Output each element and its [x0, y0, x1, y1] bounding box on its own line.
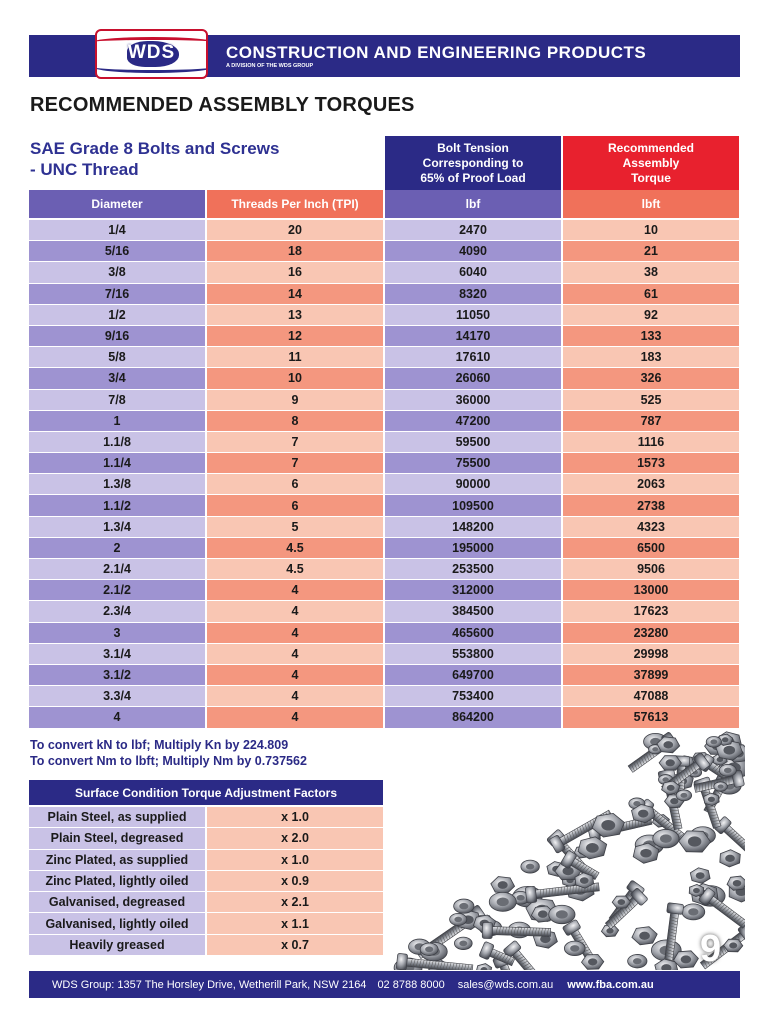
cell-tpi: 4 — [207, 580, 383, 600]
logo-text: WDS — [127, 42, 176, 63]
cell-lbft: 23280 — [563, 623, 739, 643]
cell-tpi: 7 — [207, 453, 383, 473]
cell-lbf: 753400 — [385, 686, 561, 706]
surface-row — [29, 892, 383, 913]
cell-lbf: 59500 — [385, 432, 561, 452]
header-assembly-torque: Recommended Assembly Torque — [563, 136, 739, 190]
cell-surface-condition: Zinc Plated, as supplied — [29, 850, 205, 870]
cell-diameter: 2.3/4 — [29, 601, 205, 621]
cell-diameter: 1/2 — [29, 305, 205, 325]
cell-lbf: 47200 — [385, 411, 561, 431]
cell-lbf: 384500 — [385, 601, 561, 621]
cell-tpi: 6 — [207, 495, 383, 515]
cell-diameter: 1.1/8 — [29, 432, 205, 452]
cell-tpi: 9 — [207, 390, 383, 410]
cell-diameter: 1 — [29, 411, 205, 431]
table-row — [29, 665, 740, 686]
cell-lbft: 2063 — [563, 474, 739, 494]
cell-lbft: 13000 — [563, 580, 739, 600]
cell-lbft: 1116 — [563, 432, 739, 452]
table-row — [29, 453, 740, 474]
cell-diameter: 1.3/8 — [29, 474, 205, 494]
footer-website-link[interactable]: www.fba.com.au — [567, 978, 654, 991]
cell-lbft: 21 — [563, 241, 739, 261]
cell-tpi: 12 — [207, 326, 383, 346]
cell-tpi: 16 — [207, 262, 383, 282]
table-row — [29, 517, 740, 538]
section-title-line-1: SAE Grade 8 Bolts and Screws — [30, 139, 280, 158]
cell-lbft: 29998 — [563, 644, 739, 664]
cell-adjustment-factor: x 1.0 — [207, 850, 383, 870]
cell-adjustment-factor: x 2.1 — [207, 892, 383, 912]
cell-diameter: 7/16 — [29, 284, 205, 304]
footer-bar — [29, 971, 740, 998]
cell-lbft: 326 — [563, 368, 739, 388]
cell-adjustment-factor: x 1.1 — [207, 913, 383, 933]
cell-lbf: 11050 — [385, 305, 561, 325]
cell-lbf: 864200 — [385, 707, 561, 727]
cell-tpi: 13 — [207, 305, 383, 325]
surface-row — [29, 913, 383, 934]
wds-logo — [95, 29, 208, 79]
bolts-and-nuts-image — [355, 730, 745, 970]
page-number: 9 — [700, 928, 722, 970]
surface-row — [29, 828, 383, 849]
column-header-diameter: Diameter — [29, 190, 205, 218]
cell-lbft: 787 — [563, 411, 739, 431]
cell-lbft: 4323 — [563, 517, 739, 537]
cell-lbf: 36000 — [385, 390, 561, 410]
cell-lbft: 6500 — [563, 538, 739, 558]
cell-lbf: 253500 — [385, 559, 561, 579]
cell-lbf: 109500 — [385, 495, 561, 515]
cell-diameter: 3.3/4 — [29, 686, 205, 706]
cell-diameter: 5/8 — [29, 347, 205, 367]
cell-surface-condition: Galvanised, lightly oiled — [29, 913, 205, 933]
table-row — [29, 538, 740, 559]
column-header-lbft: lbft — [563, 190, 739, 218]
cell-surface-condition: Zinc Plated, lightly oiled — [29, 871, 205, 891]
footer-email-link[interactable]: sales@wds.com.au — [457, 978, 554, 991]
page-title: RECOMMENDED ASSEMBLY TORQUES — [30, 94, 415, 116]
table-row — [29, 601, 740, 622]
table-row — [29, 686, 740, 707]
table-row — [29, 432, 740, 453]
cell-lbft: 183 — [563, 347, 739, 367]
cell-lbf: 14170 — [385, 326, 561, 346]
cell-lbf: 75500 — [385, 453, 561, 473]
table-row — [29, 305, 740, 326]
cell-tpi: 11 — [207, 347, 383, 367]
cell-lbft: 2738 — [563, 495, 739, 515]
surface-table-body — [29, 807, 383, 956]
cell-surface-condition: Plain Steel, degreased — [29, 828, 205, 848]
cell-tpi: 4 — [207, 601, 383, 621]
section-title-line-2: - UNC Thread — [30, 160, 139, 179]
cell-lbf: 148200 — [385, 517, 561, 537]
cell-lbf: 8320 — [385, 284, 561, 304]
cell-diameter: 1.3/4 — [29, 517, 205, 537]
cell-lbft: 17623 — [563, 601, 739, 621]
torque-table-body — [29, 220, 740, 729]
cell-adjustment-factor: x 0.9 — [207, 871, 383, 891]
cell-diameter: 3/8 — [29, 262, 205, 282]
surface-row — [29, 935, 383, 956]
header-subtitle: A DIVISION OF THE WDS GROUP — [226, 63, 314, 69]
cell-lbf: 4090 — [385, 241, 561, 261]
note-nm-to-lbft: To convert Nm to lbft; Multiply Nm by 0.737562 — [30, 754, 307, 768]
table-row — [29, 411, 740, 432]
cell-diameter: 9/16 — [29, 326, 205, 346]
cell-diameter: 3.1/2 — [29, 665, 205, 685]
column-header-lbf: lbf — [385, 190, 561, 218]
cell-lbf: 17610 — [385, 347, 561, 367]
table-row — [29, 284, 740, 305]
cell-diameter: 2 — [29, 538, 205, 558]
cell-surface-condition: Plain Steel, as supplied — [29, 807, 205, 827]
cell-diameter: 3 — [29, 623, 205, 643]
cell-tpi: 4.5 — [207, 559, 383, 579]
header-bolt-tension: Bolt Tension Corresponding to 65% of Proof Load — [385, 136, 561, 190]
table-row — [29, 644, 740, 665]
cell-surface-condition: Galvanised, degreased — [29, 892, 205, 912]
cell-tpi: 14 — [207, 284, 383, 304]
cell-lbf: 553800 — [385, 644, 561, 664]
cell-tpi: 20 — [207, 220, 383, 240]
cell-diameter: 3.1/4 — [29, 644, 205, 664]
surface-row — [29, 850, 383, 871]
cell-lbft: 47088 — [563, 686, 739, 706]
cell-diameter: 1.1/4 — [29, 453, 205, 473]
table-row — [29, 262, 740, 283]
table-row — [29, 707, 740, 728]
conversion-notes — [30, 737, 307, 769]
table-row — [29, 347, 740, 368]
table-row — [29, 368, 740, 389]
cell-diameter: 2.1/2 — [29, 580, 205, 600]
table-row — [29, 623, 740, 644]
cell-lbf: 195000 — [385, 538, 561, 558]
cell-diameter: 5/16 — [29, 241, 205, 261]
cell-lbft: 9506 — [563, 559, 739, 579]
cell-lbft: 37899 — [563, 665, 739, 685]
cell-adjustment-factor: x 0.7 — [207, 935, 383, 955]
table-row — [29, 580, 740, 601]
cell-lbft: 57613 — [563, 707, 739, 727]
cell-tpi: 8 — [207, 411, 383, 431]
surface-row — [29, 807, 383, 828]
cell-lbft: 61 — [563, 284, 739, 304]
table-row — [29, 220, 740, 241]
cell-tpi: 10 — [207, 368, 383, 388]
cell-diameter: 7/8 — [29, 390, 205, 410]
cell-tpi: 6 — [207, 474, 383, 494]
cell-surface-condition: Heavily greased — [29, 935, 205, 955]
cell-tpi: 4 — [207, 623, 383, 643]
cell-tpi: 7 — [207, 432, 383, 452]
cell-tpi: 4.5 — [207, 538, 383, 558]
cell-tpi: 4 — [207, 707, 383, 727]
table-row — [29, 559, 740, 580]
cell-lbft: 133 — [563, 326, 739, 346]
footer-address: WDS Group: 1357 The Horsley Drive, Wetherill Park, NSW 2164 — [52, 978, 367, 991]
cell-lbf: 26060 — [385, 368, 561, 388]
surface-table-title: Surface Condition Torque Adjustment Factors — [29, 780, 383, 805]
cell-diameter: 4 — [29, 707, 205, 727]
footer-phone: 02 8788 8000 — [377, 978, 445, 991]
table-row — [29, 474, 740, 495]
cell-tpi: 5 — [207, 517, 383, 537]
cell-diameter: 3/4 — [29, 368, 205, 388]
cell-lbft: 1573 — [563, 453, 739, 473]
table-row — [29, 241, 740, 262]
cell-lbft: 10 — [563, 220, 739, 240]
cell-tpi: 4 — [207, 644, 383, 664]
cell-lbft: 38 — [563, 262, 739, 282]
surface-row — [29, 871, 383, 892]
cell-lbft: 92 — [563, 305, 739, 325]
column-header-tpi: Threads Per Inch (TPI) — [207, 190, 383, 218]
cell-adjustment-factor: x 1.0 — [207, 807, 383, 827]
cell-lbft: 525 — [563, 390, 739, 410]
cell-diameter: 2.1/4 — [29, 559, 205, 579]
cell-lbf: 2470 — [385, 220, 561, 240]
cell-diameter: 1/4 — [29, 220, 205, 240]
cell-tpi: 18 — [207, 241, 383, 261]
table-row — [29, 390, 740, 411]
cell-lbf: 90000 — [385, 474, 561, 494]
note-kn-to-lbf: To convert kN to lbf; Multiply Kn by 224.809 — [30, 738, 289, 752]
cell-tpi: 4 — [207, 665, 383, 685]
cell-adjustment-factor: x 2.0 — [207, 828, 383, 848]
cell-lbf: 465600 — [385, 623, 561, 643]
table-row — [29, 326, 740, 347]
section-title — [30, 138, 370, 180]
header-title: CONSTRUCTION AND ENGINEERING PRODUCTS — [226, 43, 647, 62]
cell-lbf: 6040 — [385, 262, 561, 282]
cell-lbf: 649700 — [385, 665, 561, 685]
cell-diameter: 1.1/2 — [29, 495, 205, 515]
cell-tpi: 4 — [207, 686, 383, 706]
table-row — [29, 495, 740, 516]
cell-lbf: 312000 — [385, 580, 561, 600]
